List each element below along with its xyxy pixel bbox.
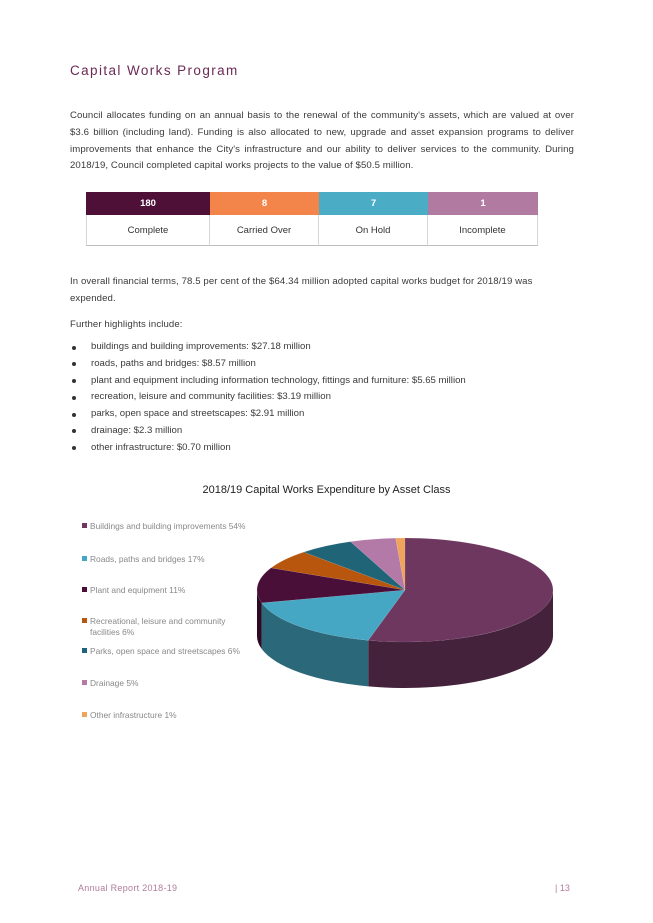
status-count-incomplete: 1 xyxy=(428,192,538,215)
list-item xyxy=(70,423,466,440)
intro-paragraph: Council allocates funding on an annual basis to the renewal of the community's assets, which are valued at over $3.6 billion (including land). Funding is also allocated to new, upgrade and asset expansion programs to deliver improvements that enhance the City's infrastructure and our ability to deliver services to the community. During 2018/19, Council completed capital works projects to the value of $50.5 million. xyxy=(70,110,574,172)
legend-item xyxy=(82,710,255,721)
status-count-on-hold: 7 xyxy=(319,192,428,215)
legend-swatch xyxy=(82,556,87,561)
highlight-text: plant and equipment including information technology, fittings and furniture: $5.65 million xyxy=(91,374,466,386)
list-item xyxy=(70,406,466,423)
legend-swatch xyxy=(82,680,87,685)
list-item xyxy=(70,373,466,390)
page-number: | 13 xyxy=(555,883,570,893)
bullet-icon xyxy=(72,446,76,450)
legend-label: Parks, open space and streetscapes 6% xyxy=(90,646,240,656)
bullet-icon xyxy=(72,362,76,366)
status-label-incomplete: Incomplete xyxy=(428,215,538,246)
bullet-icon xyxy=(72,413,76,417)
list-item xyxy=(70,356,466,373)
status-label-on-hold: On Hold xyxy=(319,215,428,246)
bullet-icon xyxy=(72,429,76,433)
highlights-list xyxy=(70,339,466,457)
list-item xyxy=(70,339,466,356)
legend-label: Roads, paths and bridges 17% xyxy=(90,554,205,564)
bullet-icon xyxy=(72,396,76,400)
legend-swatch xyxy=(82,648,87,653)
highlight-text: parks, open space and streetscapes: $2.91 million xyxy=(91,408,305,420)
list-item xyxy=(70,389,466,406)
legend-label: Recreational, leisure and community facilities 6% xyxy=(90,616,226,637)
page-title: Capital Works Program xyxy=(70,63,239,78)
chart-title: 2018/19 Capital Works Expenditure by Asset Class xyxy=(202,484,451,496)
legend-item xyxy=(82,646,255,657)
list-item xyxy=(70,440,466,457)
highlight-text: other infrastructure: $0.70 million xyxy=(91,441,231,453)
expenditure-pie-chart xyxy=(250,520,560,715)
legend-item xyxy=(82,616,255,638)
bullet-icon xyxy=(72,346,76,350)
highlight-text: buildings and building improvements: $27.18 million xyxy=(91,341,311,352)
status-count-complete: 180 xyxy=(86,192,210,215)
status-count-carried-over: 8 xyxy=(210,192,319,215)
highlight-text: roads, paths and bridges: $8.57 million xyxy=(91,357,256,369)
legend-swatch xyxy=(82,712,87,717)
legend-label: Buildings and building improvements 54% xyxy=(90,521,246,531)
footer-report-name: Annual Report 2018-19 xyxy=(78,883,178,893)
legend-label: Drainage 5% xyxy=(90,678,139,688)
bullet-icon xyxy=(72,379,76,383)
highlight-text: recreation, leisure and community facilities: $3.19 million xyxy=(91,391,331,403)
legend-item xyxy=(82,554,255,565)
project-status-table xyxy=(86,192,538,246)
financial-paragraph: In overall financial terms, 78.5 per cent of the $64.34 million adopted capital works budget for 2018/19 was expended. xyxy=(70,276,533,304)
legend-swatch xyxy=(82,587,87,592)
legend-item xyxy=(82,678,255,689)
status-label-carried-over: Carried Over xyxy=(210,215,319,246)
legend-label: Other infrastructure 1% xyxy=(90,710,177,720)
highlights-intro: Further highlights include: xyxy=(70,319,183,330)
legend-item xyxy=(82,521,255,532)
legend-item xyxy=(82,585,255,596)
legend-label: Plant and equipment 11% xyxy=(90,585,186,595)
legend-swatch xyxy=(82,618,87,623)
status-label-complete: Complete xyxy=(86,215,210,246)
legend-swatch xyxy=(82,523,87,528)
highlight-text: drainage: $2.3 million xyxy=(91,424,183,436)
